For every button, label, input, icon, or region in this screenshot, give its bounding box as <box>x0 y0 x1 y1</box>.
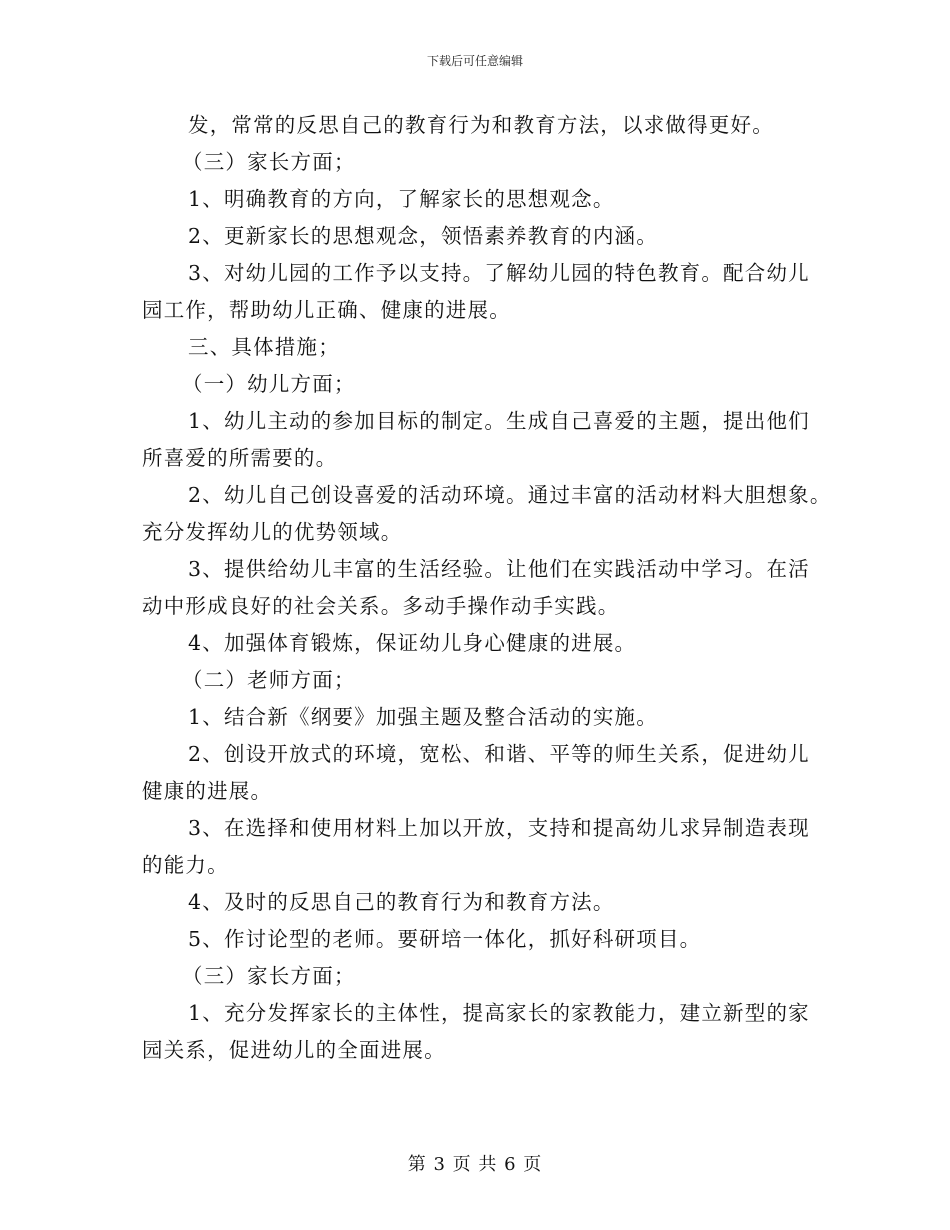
paragraph-line: 2、创设开放式的环境，宽松、和谐、平等的师生关系，促进幼儿 <box>188 742 810 766</box>
section-heading: （二）老师方面； <box>182 668 356 692</box>
paragraph-line: 健康的进展。 <box>142 779 273 803</box>
paragraph-line: 动中形成良好的社会关系。多动手操作动手实践。 <box>142 594 620 618</box>
paragraph-line: 园工作，帮助幼儿正确、健康的进展。 <box>142 298 511 322</box>
paragraph-line: 充分发挥幼儿的优势领域。 <box>142 520 403 544</box>
paragraph-line: 3、对幼儿园的工作予以支持。了解幼儿园的特色教育。配合幼儿 <box>188 261 810 285</box>
page-number: 第 3 页 共 6 页 <box>407 1154 543 1175</box>
section-heading: （三）家长方面； <box>182 150 356 174</box>
section-heading: 三、具体措施； <box>188 335 340 359</box>
paragraph-line: 2、更新家长的思想观念，领悟素养教育的内涵。 <box>188 224 658 248</box>
paragraph-line: 1、幼儿主动的参加目标的制定。生成自己喜爱的主题，提出他们 <box>188 409 810 433</box>
page-header: 下载后可任意编辑 <box>426 54 523 68</box>
paragraph-line: 5、作讨论型的老师。要研培一体化，抓好科研项目。 <box>188 927 702 951</box>
paragraph-line: 4、及时的反思自己的教育行为和教育方法。 <box>188 890 615 914</box>
paragraph-line: 1、结合新《纲要》加强主题及整合活动的实施。 <box>188 705 658 729</box>
paragraph-line: 4、加强体育锻炼，保证幼儿身心健康的进展。 <box>188 631 637 655</box>
paragraph-line: 1、明确教育的方向，了解家长的思想观念。 <box>188 187 615 211</box>
paragraph-line: 园关系，促进幼儿的全面进展。 <box>142 1038 446 1062</box>
paragraph-line: 的能力。 <box>142 853 229 877</box>
paragraph-line: 1、充分发挥家长的主体性，提高家长的家教能力，建立新型的家 <box>188 1001 810 1025</box>
paragraph-line: 3、提供给幼儿丰富的生活经验。让他们在实践活动中学习。在活 <box>188 557 810 581</box>
section-heading: （三）家长方面； <box>182 964 356 988</box>
section-heading: （一）幼儿方面； <box>182 372 356 396</box>
paragraph-line: 2、幼儿自己创设喜爱的活动环境。通过丰富的活动材料大胆想象。 <box>188 483 832 507</box>
paragraph-line: 发，常常的反思自己的教育行为和教育方法，以求做得更好。 <box>188 113 774 137</box>
document-body <box>142 107 832 1069</box>
paragraph-line: 3、在选择和使用材料上加以开放，支持和提高幼儿求异制造表现 <box>188 816 810 840</box>
paragraph-line: 所喜爱的所需要的。 <box>142 446 338 470</box>
